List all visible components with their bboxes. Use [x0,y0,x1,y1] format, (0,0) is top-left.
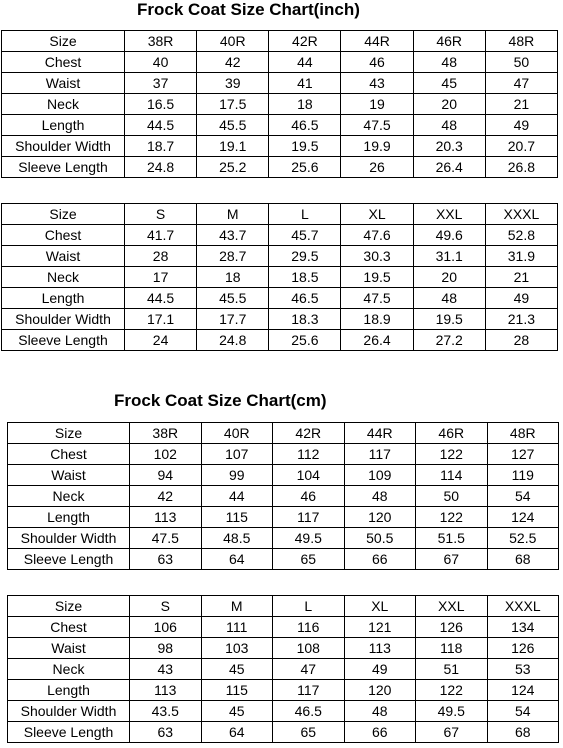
table-cell: 117 [273,680,345,701]
table-cell: 19.9 [341,136,413,157]
table-cell: 48 [413,115,485,136]
table-row [2,246,558,267]
table-cell: 63 [130,722,202,743]
table-cell: 30.3 [341,246,413,267]
table-cell: 18.3 [269,309,341,330]
table-cell: 17.1 [125,309,197,330]
table-cell: 19.5 [341,267,413,288]
table-cell: 17 [125,267,197,288]
table-row [2,157,558,178]
table-row [8,549,559,570]
table-cell: 117 [344,444,416,465]
table-cell: 66 [344,549,416,570]
size-column-header: XXXL [487,596,559,617]
table-row [2,288,558,309]
table-row [8,444,559,465]
table-cell: 26.8 [485,157,557,178]
table-cell: 65 [273,549,345,570]
measurement-label-cell: Chest [8,444,130,465]
table-cell: 65 [273,722,345,743]
table-cell: 47.5 [130,528,202,549]
table-cell: 24.8 [197,330,269,351]
table-cell: 121 [344,617,416,638]
measurement-label-cell: Length [8,680,130,701]
size-column-header: XL [344,596,416,617]
table-cell: 66 [344,722,416,743]
table-cell: 44.5 [125,288,197,309]
table-cell: 44 [269,52,341,73]
size-column-header: 40R [201,423,273,444]
table-cell: 21 [485,94,557,115]
table-row [8,617,559,638]
table-cell: 51 [416,659,488,680]
size-column-header: XL [341,204,413,225]
size-header-cell: Size [2,204,125,225]
table-cell: 126 [487,638,559,659]
size-column-header: 44R [344,423,416,444]
table-cell: 43 [130,659,202,680]
table-cell: 29.5 [269,246,341,267]
table-cell: 134 [487,617,559,638]
table-cell: 116 [273,617,345,638]
size-column-header: L [273,596,345,617]
table-cell: 44 [201,486,273,507]
size-column-header: 42R [269,31,341,52]
measurement-label-cell: Length [2,115,125,136]
table-cell: 107 [201,444,273,465]
table-cell: 28 [125,246,197,267]
table-cell: 20.3 [413,136,485,157]
table-cell: 47 [273,659,345,680]
table-cell: 103 [201,638,273,659]
table-cell: 47.5 [341,115,413,136]
table-cell: 25.6 [269,330,341,351]
measurement-label-cell: Length [8,507,130,528]
table-cell: 108 [273,638,345,659]
table-row [8,722,559,743]
measurement-label-cell: Neck [2,94,125,115]
table-cell: 120 [344,507,416,528]
table-cell: 45.7 [269,225,341,246]
table-cell: 47 [485,73,557,94]
size-column-header: 40R [197,31,269,52]
table-cell: 122 [416,507,488,528]
table-cell: 48.5 [201,528,273,549]
table-cell: 20 [413,267,485,288]
table-cell: 67 [416,722,488,743]
measurement-label-cell: Sleeve Length [8,549,130,570]
table-cell: 49 [485,288,557,309]
table-header-row [2,31,558,52]
table-cell: 24.8 [125,157,197,178]
table-cell: 18 [197,267,269,288]
measurement-label-cell: Chest [8,617,130,638]
table-cell: 120 [344,680,416,701]
table-row [8,680,559,701]
table-cell: 51.5 [416,528,488,549]
size-column-header: M [201,596,273,617]
table-cell: 37 [125,73,197,94]
table-cell: 19.5 [269,136,341,157]
table-cell: 111 [201,617,273,638]
table-cell: 19 [341,94,413,115]
table-cell: 118 [416,638,488,659]
table-row [2,115,558,136]
table-cell: 28 [485,330,557,351]
table-cell: 122 [416,680,488,701]
table-cell: 27.2 [413,330,485,351]
table-header-row [8,596,559,617]
table-row [2,136,558,157]
table-cell: 17.5 [197,94,269,115]
size-column-header: 46R [413,31,485,52]
table-cell: 46.5 [273,701,345,722]
table-cell: 46 [273,486,345,507]
table-cell: 49 [485,115,557,136]
table-cell: 41.7 [125,225,197,246]
size-column-header: 42R [273,423,345,444]
table-cell: 19.1 [197,136,269,157]
table-cell: 50.5 [344,528,416,549]
size-column-header: 38R [130,423,202,444]
table-cell: 46.5 [269,288,341,309]
measurement-label-cell: Shoulder Width [2,309,125,330]
table-cell: 42 [197,52,269,73]
size-column-header: 48R [487,423,559,444]
table-cell: 43.7 [197,225,269,246]
table-row [2,73,558,94]
table-cell: 17.7 [197,309,269,330]
table-cell: 47.5 [341,288,413,309]
table-row [8,465,559,486]
table-cell: 44.5 [125,115,197,136]
table-cell: 114 [416,465,488,486]
table-cell: 124 [487,507,559,528]
table-cell: 43 [341,73,413,94]
table-cell: 124 [487,680,559,701]
measurement-label-cell: Chest [2,52,125,73]
table-cell: 102 [130,444,202,465]
table-header-row [2,204,558,225]
table-cell: 48 [344,701,416,722]
measurement-label-cell: Neck [8,486,130,507]
table-row [2,94,558,115]
table-row [8,659,559,680]
table-cell: 50 [485,52,557,73]
table-cell: 109 [344,465,416,486]
table-cell: 46.5 [269,115,341,136]
size-column-header: S [125,204,197,225]
measurement-label-cell: Sleeve Length [2,157,125,178]
table-cell: 21.3 [485,309,557,330]
size-header-cell: Size [8,596,130,617]
inch-regular-size-table [1,30,558,178]
table-cell: 41 [269,73,341,94]
table-cell: 49.5 [273,528,345,549]
table-cell: 126 [416,617,488,638]
table-cell: 113 [344,638,416,659]
table-cell: 43.5 [130,701,202,722]
table-cell: 26.4 [341,330,413,351]
table-cell: 64 [201,549,273,570]
table-cell: 94 [130,465,202,486]
table-cell: 28.7 [197,246,269,267]
table-cell: 45.5 [197,288,269,309]
table-cell: 20 [413,94,485,115]
table-cell: 67 [416,549,488,570]
table-cell: 115 [201,680,273,701]
table-row [8,507,559,528]
size-column-header: XXL [416,596,488,617]
table-cell: 24 [125,330,197,351]
table-row [2,52,558,73]
table-cell: 18.7 [125,136,197,157]
cm-chart-title: Frock Coat Size Chart(cm) [114,391,327,410]
table-cell: 106 [130,617,202,638]
table-cell: 31.1 [413,246,485,267]
table-cell: 18 [269,94,341,115]
table-cell: 21 [485,267,557,288]
table-row [2,225,558,246]
cm-regular-size-table [7,422,559,570]
size-column-header: S [130,596,202,617]
size-column-header: 46R [416,423,488,444]
table-cell: 104 [273,465,345,486]
measurement-label-cell: Sleeve Length [8,722,130,743]
measurement-label-cell: Neck [8,659,130,680]
table-cell: 117 [273,507,345,528]
table-cell: 49.6 [413,225,485,246]
table-row [2,267,558,288]
size-header-cell: Size [8,423,130,444]
size-header-cell: Size [2,31,125,52]
size-column-header: XXXL [485,204,557,225]
measurement-label-cell: Waist [2,73,125,94]
table-cell: 49 [344,659,416,680]
size-column-header: 44R [341,31,413,52]
table-cell: 52.8 [485,225,557,246]
table-row [2,330,558,351]
table-row [8,701,559,722]
table-header-row [8,423,559,444]
table-cell: 42 [130,486,202,507]
table-cell: 18.9 [341,309,413,330]
table-cell: 49.5 [416,701,488,722]
measurement-label-cell: Chest [2,225,125,246]
measurement-label-cell: Waist [8,465,130,486]
table-cell: 53 [487,659,559,680]
table-cell: 115 [201,507,273,528]
table-cell: 45 [201,659,273,680]
measurement-label-cell: Shoulder Width [8,528,130,549]
table-cell: 122 [416,444,488,465]
measurement-label-cell: Shoulder Width [8,701,130,722]
table-cell: 113 [130,680,202,701]
table-cell: 19.5 [413,309,485,330]
table-cell: 119 [487,465,559,486]
table-row [8,528,559,549]
table-row [8,638,559,659]
table-cell: 98 [130,638,202,659]
table-row [8,486,559,507]
table-cell: 46 [341,52,413,73]
table-cell: 48 [413,288,485,309]
table-cell: 25.6 [269,157,341,178]
table-cell: 68 [487,549,559,570]
measurement-label-cell: Shoulder Width [2,136,125,157]
table-cell: 26 [341,157,413,178]
table-cell: 48 [344,486,416,507]
table-cell: 20.7 [485,136,557,157]
table-cell: 68 [487,722,559,743]
table-cell: 40 [125,52,197,73]
size-column-header: 48R [485,31,557,52]
table-cell: 50 [416,486,488,507]
table-cell: 16.5 [125,94,197,115]
measurement-label-cell: Waist [2,246,125,267]
size-column-header: XXL [413,204,485,225]
table-cell: 52.5 [487,528,559,549]
table-cell: 63 [130,549,202,570]
size-column-header: M [197,204,269,225]
inch-chart-title: Frock Coat Size Chart(inch) [137,0,360,19]
table-cell: 99 [201,465,273,486]
measurement-label-cell: Waist [8,638,130,659]
inch-letter-size-table [1,203,558,351]
table-cell: 54 [487,486,559,507]
table-cell: 64 [201,722,273,743]
cm-letter-size-table [7,595,559,743]
measurement-label-cell: Neck [2,267,125,288]
table-cell: 45.5 [197,115,269,136]
table-cell: 113 [130,507,202,528]
measurement-label-cell: Length [2,288,125,309]
table-cell: 45 [413,73,485,94]
table-cell: 127 [487,444,559,465]
table-cell: 112 [273,444,345,465]
table-cell: 26.4 [413,157,485,178]
table-cell: 45 [201,701,273,722]
table-cell: 18.5 [269,267,341,288]
table-cell: 25.2 [197,157,269,178]
size-column-header: 38R [125,31,197,52]
table-cell: 47.6 [341,225,413,246]
table-cell: 31.9 [485,246,557,267]
table-cell: 39 [197,73,269,94]
measurement-label-cell: Sleeve Length [2,330,125,351]
size-column-header: L [269,204,341,225]
table-cell: 54 [487,701,559,722]
table-row [2,309,558,330]
table-cell: 48 [413,52,485,73]
